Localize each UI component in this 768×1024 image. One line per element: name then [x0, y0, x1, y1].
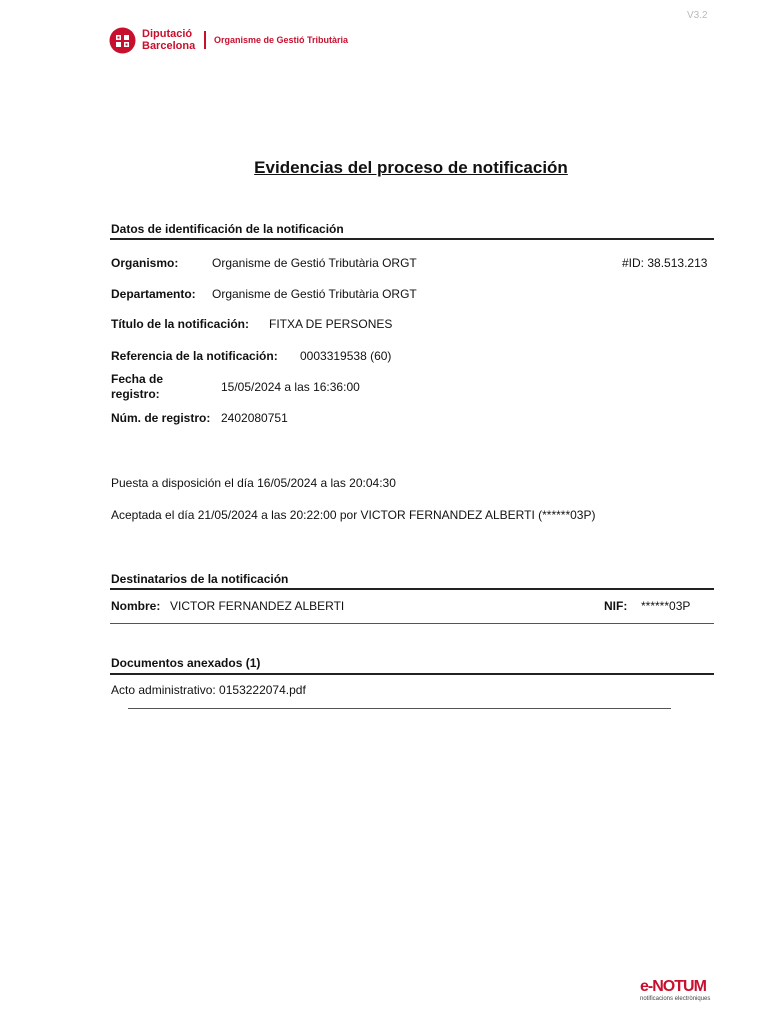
titulo-label: Título de la notificación: [111, 317, 249, 331]
nombre-value: VICTOR FERNANDEZ ALBERTI [170, 599, 345, 613]
nombre-label: Nombre: [111, 599, 161, 613]
document-item[interactable]: Acto administrativo: 0153222074.pdf [111, 683, 306, 697]
recipients-bottom-rule [110, 623, 714, 624]
aceptada-text: Aceptada el día 21/05/2024 a las 20:22:00 por VICTOR FERNANDEZ ALBERTI (******03P) [111, 508, 596, 522]
identification-heading: Datos de identificación de la notificación [111, 222, 344, 236]
organismo-label: Organismo: [111, 256, 179, 270]
documents-heading: Documentos anexados (1) [111, 656, 261, 670]
referencia-label: Referencia de la notificación: [111, 349, 278, 363]
enotum-logo [640, 979, 720, 1005]
fecha-label-line2: registro: [111, 387, 160, 401]
enotum-e: e- [640, 978, 653, 995]
id-label: #ID: [622, 256, 645, 270]
fecha-value: 15/05/2024 a las 16:36:00 [221, 380, 360, 394]
nif-label: NIF: [604, 599, 628, 613]
documents-bottom-rule [128, 708, 671, 709]
diputacio-logo-icon [109, 27, 136, 54]
departamento-label: Departamento: [111, 287, 196, 301]
id-value: 38.513.213 [647, 256, 708, 270]
num-registro-label: Núm. de registro: [111, 411, 211, 425]
enotum-subtitle: notificacions electròniques [640, 996, 711, 1002]
id-field [622, 256, 707, 270]
referencia-value: 0003319538 (60) [300, 349, 392, 363]
puesta-disposicion-text: Puesta a disposición el día 16/05/2024 a las 20:04:30 [111, 476, 396, 490]
organismo-value: Organisme de Gestió Tributària ORGT [212, 256, 417, 270]
num-registro-value: 2402080751 [221, 411, 288, 425]
enotum-notum: NOTUM [652, 978, 706, 995]
recipients-rule [110, 588, 714, 590]
org-subtitle: Organisme de Gestió Tributària [214, 35, 349, 45]
org-name-line2: Barcelona [142, 40, 196, 52]
departamento-value: Organisme de Gestió Tributària ORGT [212, 287, 417, 301]
titulo-value: FITXA DE PERSONES [269, 317, 393, 331]
version-label: V3.2 [687, 10, 708, 21]
identification-rule [110, 238, 714, 240]
org-name-line1: Diputació [142, 28, 193, 40]
nif-value: ******03P [641, 599, 691, 613]
logo-separator [204, 31, 206, 49]
recipients-heading: Destinatarios de la notificación [111, 572, 289, 586]
page-title: Evidencias del proceso de notificación [254, 158, 568, 177]
fecha-label [111, 372, 163, 402]
documents-rule [110, 673, 714, 675]
fecha-label-line1: Fecha de [111, 372, 164, 386]
